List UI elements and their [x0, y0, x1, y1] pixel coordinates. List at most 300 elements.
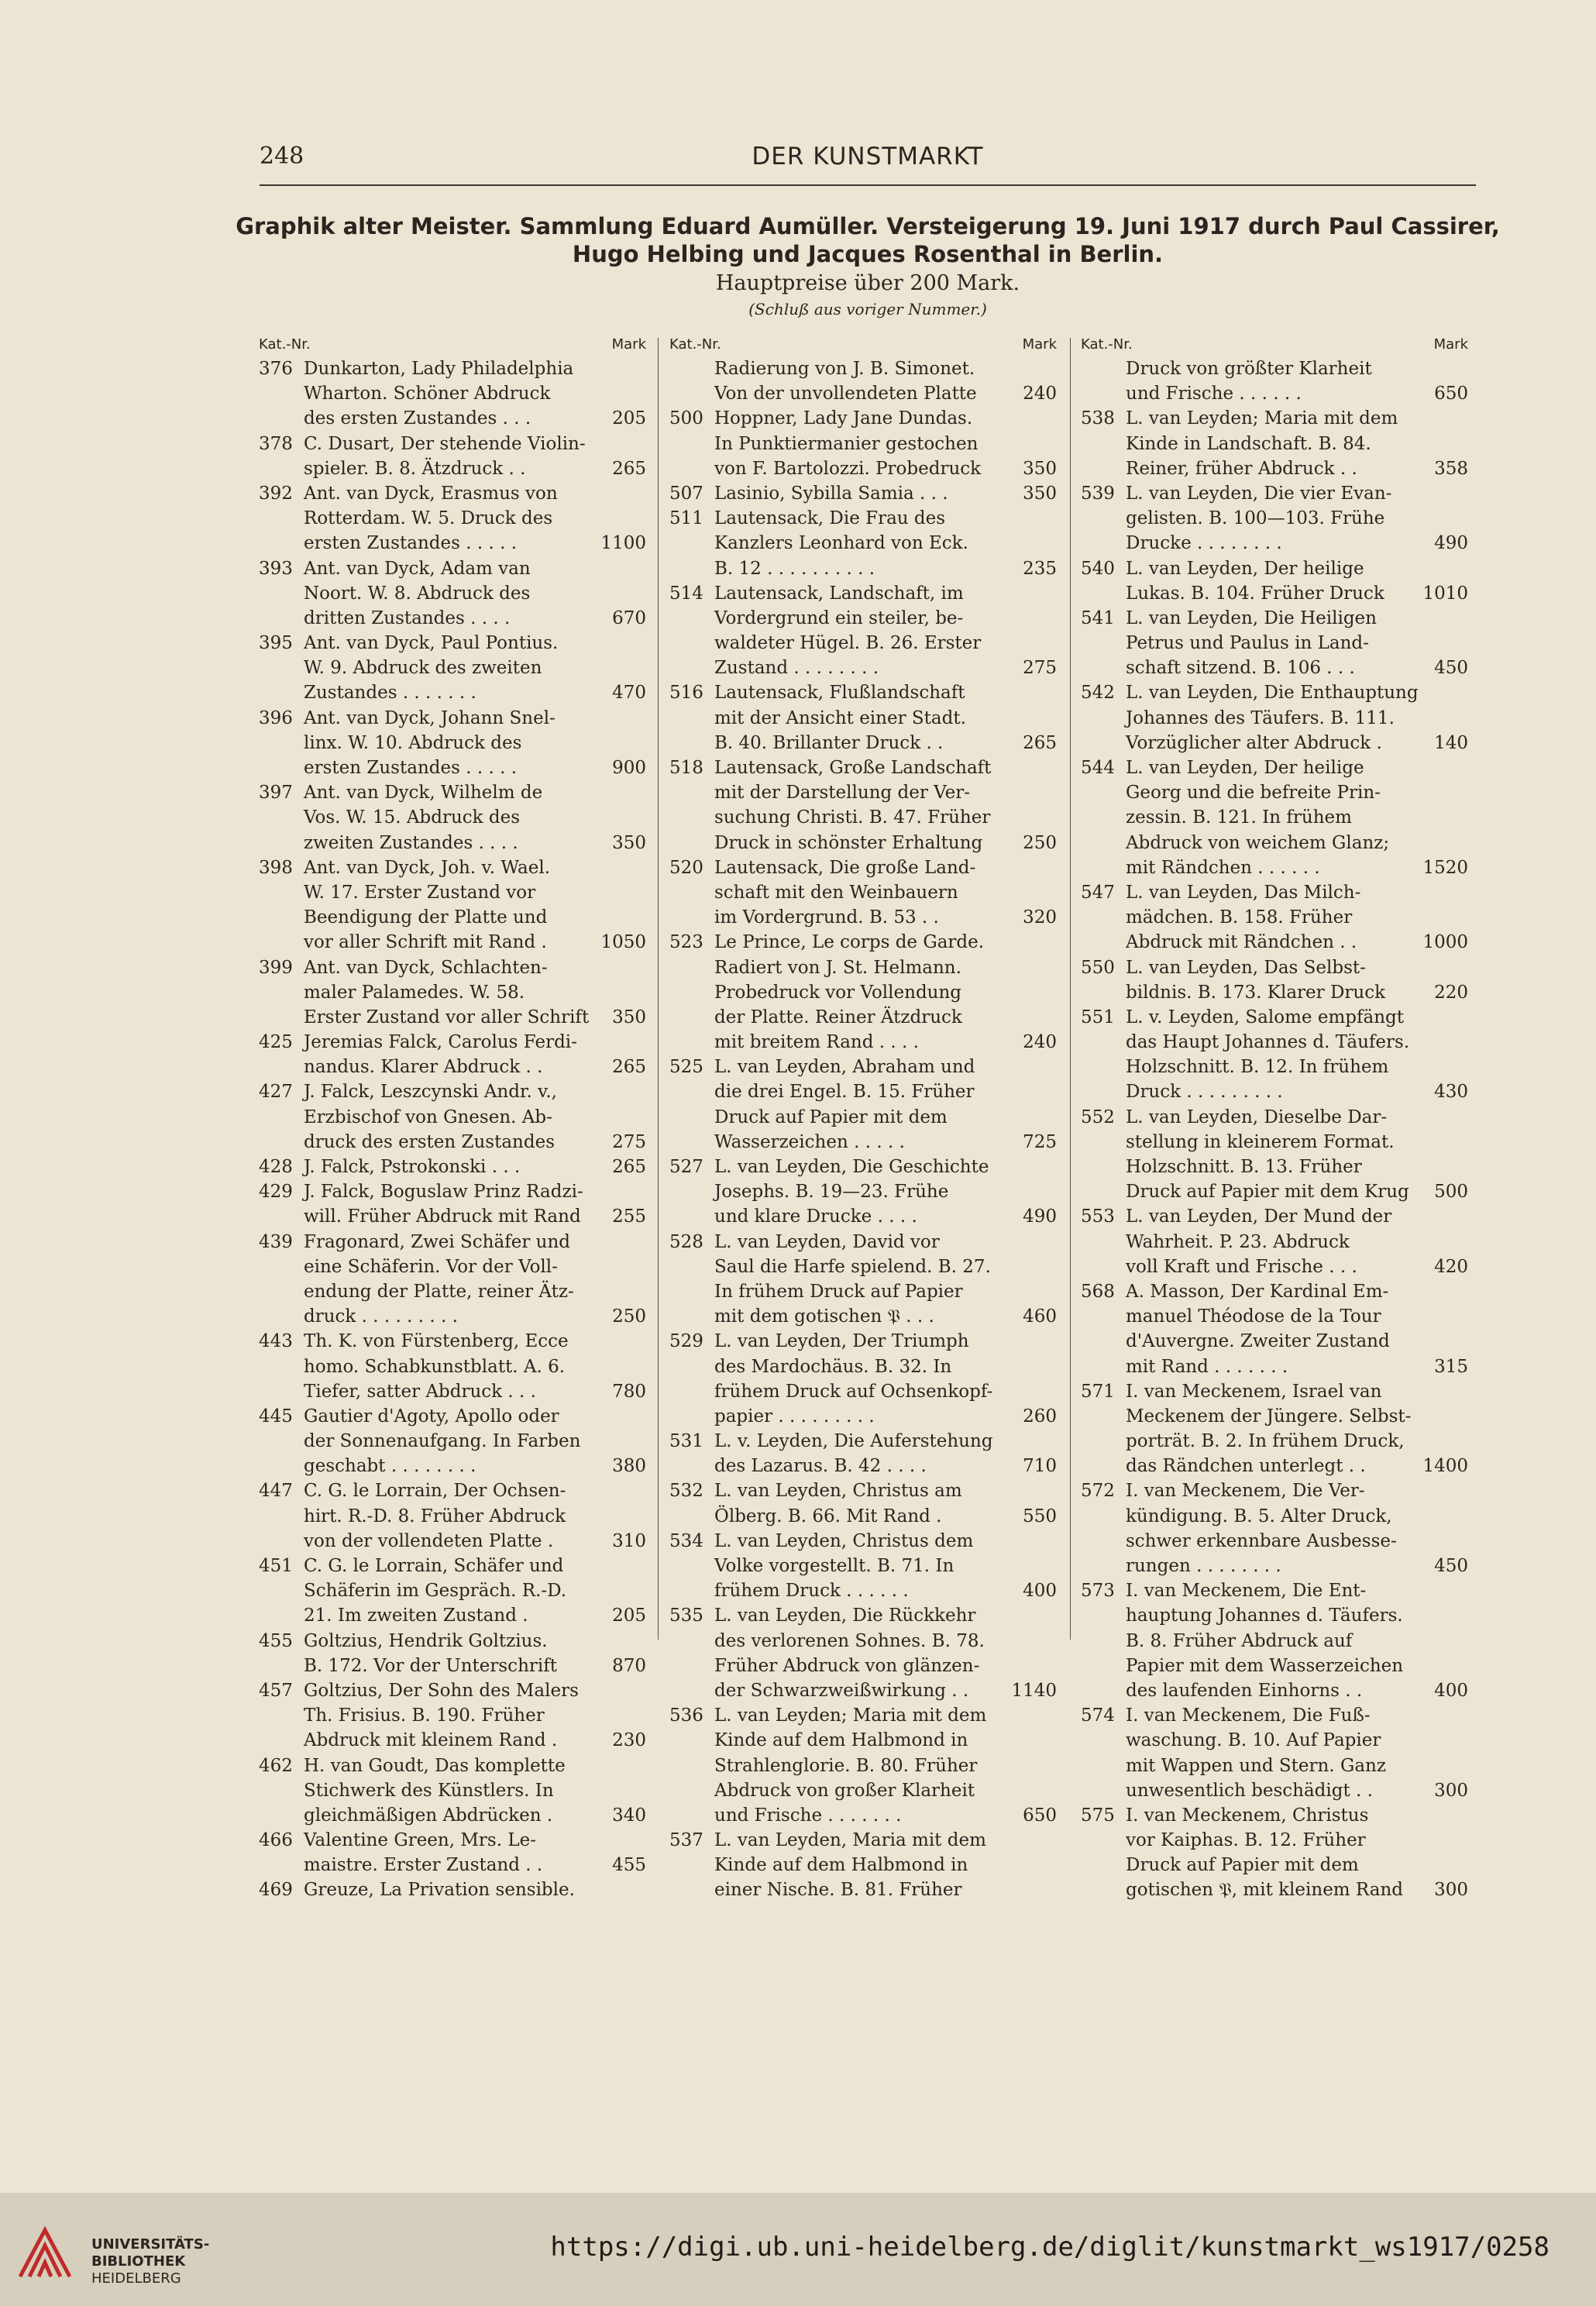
catalog-line	[669, 1429, 1057, 1454]
catalog-entry-text: und Frische . . . . . . .	[714, 1805, 902, 1826]
catalog-line	[1081, 1654, 1468, 1678]
catalog-number: 550	[1081, 957, 1115, 978]
catalog-line	[259, 1105, 646, 1130]
price-mark: 300	[1434, 1880, 1468, 1901]
catalog-entry-text: Vorzüglicher alter Abdruck .	[1126, 732, 1382, 753]
catalog-number: 573	[1081, 1581, 1115, 1602]
catalog-entry-text: Zustandes . . . . . . .	[304, 683, 476, 704]
catalog-entry-text: Ant. van Dyck, Wilhelm de	[304, 783, 543, 804]
catalog-entry-text: schaft sitzend. B. 106 . . .	[1126, 658, 1355, 679]
catalog-line	[1081, 1304, 1468, 1329]
catalog-entry-text: Drucke . . . . . . . .	[1126, 533, 1282, 554]
catalog-line	[1081, 356, 1468, 381]
catalog-entry-text: mit der Darstellung der Ver-	[714, 783, 971, 804]
catalog-line	[1081, 955, 1468, 980]
running-head: DER KUNSTMARKT	[752, 143, 984, 170]
price-mark: 275	[612, 1131, 646, 1152]
catalog-number: 551	[1081, 1007, 1115, 1027]
catalog-line	[1081, 381, 1468, 406]
price-mark: 320	[1023, 907, 1057, 928]
catalog-line	[669, 1778, 1057, 1803]
catalog-entry-text: des verlorenen Sohnes. B. 78.	[714, 1630, 985, 1651]
catalog-entry-text: Fragonard, Zwei Schäfer und	[304, 1231, 570, 1252]
catalog-line	[259, 805, 646, 830]
catalog-entry-text: Wahrheit. P. 23. Abdruck	[1126, 1231, 1350, 1252]
price-mark: 240	[1023, 1032, 1057, 1053]
price-mark: 400	[1023, 1581, 1057, 1602]
catalog-entry-text: frühem Druck auf Ochsenkopf-	[714, 1381, 993, 1402]
price-mark: 550	[1023, 1506, 1057, 1526]
price-mark: 1050	[600, 932, 646, 953]
catalog-line	[669, 1204, 1057, 1229]
catalog-entry-text: des ersten Zustandes . . .	[304, 408, 531, 429]
catalog-entry-text: Wasserzeichen . . . . .	[714, 1131, 905, 1152]
catalog-entry-text: J. Falck, Boguslaw Prinz Radzi-	[304, 1182, 583, 1203]
catalog-entry-text: Goltzius, Der Sohn des Malers	[304, 1680, 579, 1701]
catalog-entry-text: L. van Leyden, Christus dem	[714, 1530, 974, 1551]
price-mark: 220	[1434, 982, 1468, 1003]
catalog-line	[259, 731, 646, 755]
catalog-line	[669, 506, 1057, 531]
catalog-line	[259, 1728, 646, 1753]
catalog-entry-text: L. van Leyden, Das Milch-	[1126, 882, 1361, 903]
price-mark: 1400	[1422, 1456, 1468, 1477]
catalog-line	[669, 1255, 1057, 1279]
price-mark: 1000	[1422, 932, 1468, 953]
catalog-line	[1081, 1778, 1468, 1803]
catalog-line	[259, 1379, 646, 1404]
catalog-entry-text: Strahlenglorie. B. 80. Früher	[714, 1755, 978, 1776]
catalog-entry-text: des Mardochäus. B. 32. In	[714, 1356, 952, 1377]
catalog-number: 536	[669, 1705, 703, 1726]
catalog-entry-text: eine Schäferin. Vor der Voll-	[304, 1256, 558, 1277]
catalog-entry-text: 21. Im zweiten Zustand .	[304, 1606, 528, 1626]
permalink-url[interactable]: https://digi.ub.uni-heidelberg.de/diglit/kunstmarkt_ws1917/0258	[550, 2232, 1550, 2263]
catalog-line	[259, 456, 646, 481]
catalog-entry-text: spieler. B. 8. Ätzdruck . .	[304, 458, 526, 479]
catalog-line	[259, 855, 646, 880]
price-mark: 400	[1434, 1680, 1468, 1701]
catalog-entry-text: Kinde in Landschaft. B. 84.	[1126, 433, 1371, 454]
column-header	[1081, 336, 1468, 356]
catalog-entry-text: J. Falck, Pstrokonski . . .	[304, 1157, 521, 1177]
catalog-line	[259, 1754, 646, 1778]
catalog-line	[1081, 1030, 1468, 1055]
catalog-line	[259, 1877, 646, 1902]
catalog-line	[1081, 1877, 1468, 1902]
catalog-line	[669, 1055, 1057, 1079]
catalog-entry-text: Früher Abdruck von glänzen-	[714, 1655, 980, 1676]
price-mark: 300	[1434, 1780, 1468, 1801]
catalog-entry-text: Zustand . . . . . . . .	[714, 658, 879, 679]
catalog-entry-text: Radiert von J. St. Helmann.	[714, 957, 961, 978]
catalog-entry-text: stellung in kleinerem Format.	[1126, 1131, 1395, 1152]
price-mark: 350	[1023, 483, 1057, 504]
catalog-entry-text: der Schwarzweißwirkung . .	[714, 1680, 969, 1701]
catalog-line	[669, 905, 1057, 930]
catalog-line	[259, 1005, 646, 1030]
catalog-line	[1081, 905, 1468, 930]
catalog-entry-text: Le Prince, Le corps de Garde.	[714, 932, 985, 953]
catalog-number: 527	[669, 1157, 703, 1177]
catalog-number: 451	[259, 1556, 293, 1576]
catalog-entry-text: frühem Druck . . . . . .	[714, 1581, 909, 1602]
catalog-line	[1081, 706, 1468, 731]
catalog-entry-text: homo. Schabkunstblatt. A. 6.	[304, 1356, 566, 1377]
catalog-line	[1081, 1529, 1468, 1554]
catalog-line	[1081, 680, 1468, 705]
catalog-number: 553	[1081, 1206, 1115, 1227]
catalog-entry-text: und Frische . . . . . .	[1126, 384, 1302, 404]
column-divider	[1070, 338, 1071, 1640]
catalog-entry-text: Valentine Green, Mrs. Le-	[304, 1830, 536, 1851]
catalog-line	[1081, 1055, 1468, 1079]
catalog-line	[1081, 1454, 1468, 1478]
catalog-number: 538	[1081, 408, 1115, 429]
price-mark: 205	[612, 408, 646, 429]
catalog-entry-text: das Rändchen unterlegt . .	[1126, 1456, 1366, 1477]
catalog-line	[259, 506, 646, 531]
price-mark: 140	[1434, 732, 1468, 753]
catalog-entry-text: mit Rändchen . . . . . .	[1126, 857, 1320, 878]
price-mark: 250	[612, 1306, 646, 1327]
catalog-entry-text: gleichmäßigen Abdrücken .	[304, 1805, 553, 1826]
catalog-line	[669, 1478, 1057, 1503]
catalog-line	[669, 1454, 1057, 1478]
catalog-number: 520	[669, 857, 703, 878]
catalog-line	[669, 1629, 1057, 1654]
catalog-entry-text: Ant. van Dyck, Erasmus von	[304, 483, 558, 504]
catalog-line	[669, 1179, 1057, 1204]
catalog-entry-text: Josephs. B. 19—23. Frühe	[714, 1182, 949, 1203]
catalog-entry-text: B. 40. Brillanter Druck . .	[714, 732, 944, 753]
catalog-entry-text: Kinde auf dem Halbmond in	[714, 1855, 968, 1876]
catalog-entry-text: L. van Leyden, Christus am	[714, 1481, 962, 1502]
catalog-entry-text: L. van Leyden, Die Enthauptung	[1126, 683, 1419, 704]
column-header	[259, 336, 646, 356]
catalog-line	[1081, 606, 1468, 631]
catalog-line	[259, 1828, 646, 1853]
catalog-entry-text: gelisten. B. 100—103. Frühe	[1126, 508, 1385, 529]
catalog-number: 447	[259, 1481, 293, 1502]
catalog-line	[259, 755, 646, 780]
catalog-number: 540	[1081, 558, 1115, 579]
catalog-line	[1081, 755, 1468, 780]
price-mark: 420	[1434, 1256, 1468, 1277]
catalog-entry-text: der Sonnenaufgang. In Farben	[304, 1431, 581, 1452]
price-mark: 780	[612, 1381, 646, 1402]
catalog-entry-text: W. 17. Erster Zustand vor	[304, 882, 536, 903]
catalog-number: 393	[259, 558, 293, 579]
catalog-number: 532	[669, 1481, 703, 1502]
catalog-entry-text: Papier mit dem Wasserzeichen	[1126, 1655, 1404, 1676]
catalog-line	[259, 1703, 646, 1728]
catalog-number: 398	[259, 857, 293, 878]
catalog-entry-text: Ant. van Dyck, Joh. v. Wael.	[304, 857, 551, 878]
catalog-entry-text: Meckenem der Jüngere. Selbst-	[1126, 1406, 1412, 1427]
catalog-entry-text: schwer erkennbare Ausbesse-	[1126, 1530, 1397, 1551]
catalog-line	[1081, 1678, 1468, 1703]
catalog-entry-text: ersten Zustandes . . . . .	[304, 758, 518, 778]
catalog-entry-text: druck . . . . . . . . .	[304, 1306, 458, 1327]
catalog-entry-text: unwesentlich beschädigt . .	[1126, 1780, 1373, 1801]
continuation-note: (Schluß aus voriger Nummer.)	[748, 300, 987, 318]
catalog-entry-text: I. van Meckenem, Christus	[1126, 1805, 1369, 1826]
catalog-line	[669, 606, 1057, 631]
catalog-line	[1081, 1155, 1468, 1179]
catalog-entry-text: Kinde auf dem Halbmond in	[714, 1730, 968, 1751]
catalog-line	[1081, 1379, 1468, 1404]
catalog-line	[259, 880, 646, 905]
catalog-line	[1081, 481, 1468, 506]
price-mark: 235	[1023, 558, 1057, 579]
catalog-entry-text: Jeremias Falck, Carolus Ferdi-	[304, 1032, 577, 1053]
price-mark: 430	[1434, 1082, 1468, 1103]
catalog-line	[259, 780, 646, 805]
catalog-line	[1081, 1404, 1468, 1429]
catalog-entry-text: kündigung. B. 5. Alter Druck,	[1126, 1506, 1392, 1526]
column-header	[669, 336, 1057, 356]
catalog-entry-text: Ölberg. B. 66. Mit Rand .	[714, 1506, 942, 1526]
catalog-entry-text: B. 172. Vor der Unterschrift	[304, 1655, 557, 1676]
catalog-entry-text: Volke vorgestellt. B. 71. In	[714, 1556, 955, 1576]
catalog-line	[669, 1654, 1057, 1678]
catalog-entry-text: linx. W. 10. Abdruck des	[304, 732, 522, 753]
catalog-line	[1081, 1554, 1468, 1578]
catalog-number: 427	[259, 1082, 293, 1103]
catalog-entry-text: schaft mit den Weinbauern	[714, 882, 958, 903]
catalog-entry-text: W. 9. Abdruck des zweiten	[304, 658, 542, 679]
catalog-entry-text: mit Rand . . . . . . .	[1126, 1356, 1288, 1377]
catalog-line	[259, 1504, 646, 1529]
catalog-line	[669, 481, 1057, 506]
catalog-entry-text: L. van Leyden; Maria mit dem	[1126, 408, 1398, 429]
price-mark: 260	[1023, 1406, 1057, 1427]
catalog-entry-text: porträt. B. 2. In frühem Druck,	[1126, 1431, 1405, 1452]
price-mark: 310	[612, 1530, 646, 1551]
catalog-line	[1081, 406, 1468, 431]
catalog-entry-text: dritten Zustandes . . . .	[304, 607, 511, 628]
price-mark: 650	[1434, 384, 1468, 404]
price-mark: 350	[612, 1007, 646, 1027]
catalog-line	[1081, 880, 1468, 905]
price-mark: 490	[1023, 1206, 1057, 1227]
catalog-line	[259, 1079, 646, 1104]
catalog-number: 572	[1081, 1481, 1115, 1502]
catalog-line	[259, 1429, 646, 1454]
catalog-line	[259, 356, 646, 381]
catalog-line	[1081, 1603, 1468, 1628]
catalog-entry-text: Druck auf Papier mit dem	[714, 1107, 948, 1127]
catalog-entry-text: Druck in schönster Erhaltung	[714, 832, 983, 853]
catalog-entry-text: im Vordergrund. B. 53 . .	[714, 907, 939, 928]
catalog-line	[669, 1155, 1057, 1179]
catalog-line	[259, 1578, 646, 1603]
catalog-number-heading: Kat.-Nr.	[259, 336, 311, 353]
catalog-entry-text: waldeter Hügel. B. 26. Erster	[714, 633, 982, 654]
price-heading: Mark	[611, 336, 646, 353]
catalog-entry-text: Lasinio, Sybilla Samia . . .	[714, 483, 948, 504]
catalog-line	[669, 1130, 1057, 1155]
catalog-entry-text: Probedruck vor Vollendung	[714, 982, 962, 1003]
catalog-entry-text: Wharton. Schöner Abdruck	[304, 384, 551, 404]
catalog-line	[669, 1554, 1057, 1578]
catalog-line	[259, 1404, 646, 1429]
price-mark: 265	[612, 1057, 646, 1078]
catalog-line	[669, 556, 1057, 581]
catalog-entry-text: mit der Ansicht einer Stadt.	[714, 707, 966, 728]
catalog-line	[259, 905, 646, 930]
price-mark: 1520	[1422, 857, 1468, 878]
catalog-entry-text: I. van Meckenem, Die Ver-	[1126, 1481, 1365, 1502]
catalog-number: 457	[259, 1680, 293, 1701]
price-mark: 265	[1023, 732, 1057, 753]
catalog-entry-text: Kanzlers Leonhard von Eck.	[714, 533, 968, 554]
price-mark: 350	[1023, 458, 1057, 479]
catalog-line	[1081, 930, 1468, 955]
catalog-number: 466	[259, 1830, 293, 1851]
article-title-line-1: Graphik alter Meister. Sammlung Eduard Aumüller. Versteigerung 19. Juni 1917 durch Paul Cassirer,	[236, 213, 1500, 239]
library-name-line-2: BIBLIOTHEK	[91, 2253, 186, 2270]
catalog-entry-text: Erzbischof von Gnesen. Ab-	[304, 1107, 552, 1127]
catalog-entry-text: L. van Leyden, Das Selbst-	[1126, 957, 1366, 978]
catalog-line	[669, 1828, 1057, 1853]
catalog-line	[1081, 1629, 1468, 1654]
catalog-line	[669, 1379, 1057, 1404]
catalog-line	[1081, 1728, 1468, 1753]
catalog-number: 539	[1081, 483, 1115, 504]
catalog-entry-text: A. Masson, Der Kardinal Em-	[1126, 1281, 1389, 1302]
price-mark: 1010	[1422, 583, 1468, 604]
catalog-column-3	[1081, 336, 1468, 1903]
catalog-entry-text: L. van Leyden, Abraham und	[714, 1057, 975, 1078]
catalog-entry-text: Lautensack, Die große Land-	[714, 857, 976, 878]
price-mark: 670	[612, 607, 646, 628]
catalog-line	[259, 706, 646, 731]
catalog-entry-text: mädchen. B. 158. Früher	[1126, 907, 1353, 928]
catalog-line	[1081, 1079, 1468, 1104]
catalog-entry-text: suchung Christi. B. 47. Früher	[714, 807, 991, 828]
catalog-number: 443	[259, 1331, 293, 1352]
catalog-number: 534	[669, 1530, 703, 1551]
catalog-line	[669, 1404, 1057, 1429]
price-mark: 460	[1023, 1306, 1057, 1327]
catalog-entry-text: L. van Leyden, David vor	[714, 1231, 940, 1252]
catalog-number: 376	[259, 359, 293, 379]
catalog-line	[1081, 780, 1468, 805]
catalog-entry-text: C. G. le Lorrain, Der Ochsen-	[304, 1481, 566, 1502]
catalog-entry-text: Erster Zustand vor aller Schrift	[304, 1007, 590, 1027]
catalog-line	[1081, 831, 1468, 855]
catalog-line	[259, 1304, 646, 1329]
catalog-line	[669, 731, 1057, 755]
university-library-logo-icon	[14, 2222, 76, 2284]
catalog-entry-text: des laufenden Einhorns . .	[1126, 1680, 1363, 1701]
catalog-number: 429	[259, 1182, 293, 1203]
page-header	[260, 138, 1476, 186]
catalog-line	[259, 1803, 646, 1828]
catalog-entry-text: Lautensack, Flußlandschaft	[714, 683, 965, 704]
catalog-line	[1081, 1105, 1468, 1130]
catalog-entry-text: L. van Leyden, Die Geschichte	[714, 1157, 989, 1177]
catalog-number: 511	[669, 508, 703, 529]
column-divider	[658, 338, 659, 1640]
catalog-entry-text: J. Falck, Leszcynski Andr. v.,	[304, 1082, 557, 1103]
catalog-line	[259, 831, 646, 855]
price-heading: Mark	[1433, 336, 1468, 353]
catalog-line	[259, 1179, 646, 1204]
catalog-entry-text: hirt. R.-D. 8. Früher Abdruck	[304, 1506, 566, 1526]
catalog-entry-text: maler Palamedes. W. 58.	[304, 982, 525, 1003]
catalog-number: 547	[1081, 882, 1115, 903]
catalog-entry-text: voll Kraft und Frische . . .	[1126, 1256, 1357, 1277]
catalog-line	[259, 1354, 646, 1379]
catalog-entry-text: Tiefer, satter Abdruck . . .	[304, 1381, 536, 1402]
catalog-number: 537	[669, 1830, 703, 1851]
price-mark: 340	[612, 1805, 646, 1826]
catalog-entry-text: zessin. B. 121. In frühem	[1126, 807, 1352, 828]
price-mark: 455	[612, 1855, 646, 1876]
catalog-entry-text: vor aller Schrift mit Rand .	[304, 932, 547, 953]
catalog-entry-text: In Punktiermanier gestochen	[714, 433, 979, 454]
catalog-entry-text: Georg und die befreite Prin-	[1126, 783, 1381, 804]
catalog-entry-text: L. van Leyden, Maria mit dem	[714, 1830, 986, 1851]
catalog-entry-text: Holzschnitt. B. 13. Früher	[1126, 1157, 1362, 1177]
catalog-entry-text: einer Nische. B. 81. Früher	[714, 1880, 962, 1901]
catalog-line	[669, 1678, 1057, 1703]
catalog-entry-text: I. van Meckenem, Die Ent-	[1126, 1581, 1367, 1602]
catalog-line	[1081, 506, 1468, 531]
catalog-line	[1081, 805, 1468, 830]
catalog-entry-text: von F. Bartolozzi. Probedruck	[714, 458, 982, 479]
catalog-entry-text: vor Kaiphas. B. 12. Früher	[1126, 1830, 1366, 1851]
catalog-line	[259, 1678, 646, 1703]
catalog-number: 469	[259, 1880, 293, 1901]
catalog-line	[1081, 980, 1468, 1005]
catalog-line	[669, 1529, 1057, 1554]
catalog-line	[259, 432, 646, 456]
price-mark: 250	[1023, 832, 1057, 853]
catalog-line	[259, 930, 646, 955]
catalog-entry-text: d'Auvergne. Zweiter Zustand	[1126, 1331, 1390, 1352]
catalog-number: 552	[1081, 1107, 1115, 1127]
catalog-line	[669, 1877, 1057, 1902]
catalog-number: 395	[259, 633, 293, 654]
catalog-line	[669, 1005, 1057, 1030]
catalog-line	[259, 581, 646, 606]
catalog-line	[669, 1578, 1057, 1603]
catalog-line	[259, 1279, 646, 1304]
catalog-entry-text: von der vollendeten Platte .	[304, 1530, 554, 1551]
catalog-line	[669, 1703, 1057, 1728]
catalog-entry-text: L. v. Leyden, Salome empfängt	[1126, 1007, 1404, 1027]
catalog-line	[259, 1654, 646, 1678]
catalog-number: 525	[669, 1057, 703, 1078]
catalog-line	[259, 531, 646, 556]
catalog-entry-text: Abdruck von weichem Glanz;	[1126, 832, 1390, 853]
catalog-line	[259, 1529, 646, 1554]
catalog-line	[259, 1454, 646, 1478]
catalog-line	[259, 1230, 646, 1255]
catalog-entry-text: Druck . . . . . . . . .	[1126, 1082, 1283, 1103]
catalog-line	[669, 1329, 1057, 1354]
catalog-entry-text: Saul die Harfe spielend. B. 27.	[714, 1256, 991, 1277]
catalog-line	[259, 406, 646, 431]
catalog-entry-text: maistre. Erster Zustand . .	[304, 1855, 543, 1876]
catalog-line	[1081, 432, 1468, 456]
catalog-line	[669, 1803, 1057, 1828]
catalog-entry-text: Greuze, La Privation sensible.	[304, 1880, 575, 1901]
